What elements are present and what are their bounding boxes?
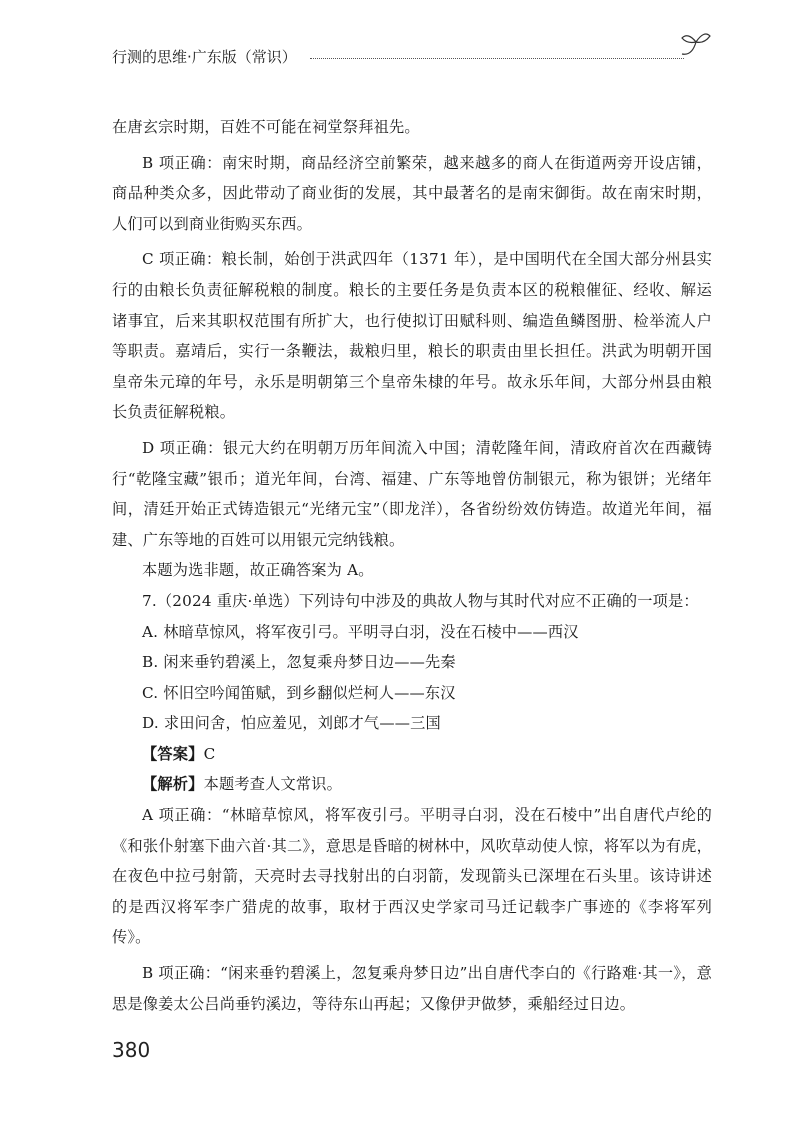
book-title: 行测的思维·广东版（常识） <box>112 48 297 66</box>
paragraph-option-d-explanation: D 项正确：银元大约在明朝万历年间流入中国；清乾隆年间，清政府首次在西藏铸行“乾隆宝藏”银币；道光年间，台湾、福建、广东等地曾仿制银元，称为银饼；光绪年间，清廷开始正式铸造银元“光绪元宝”（即龙洋），各省纷纷效仿铸造。故道光年间，福建、广东等地的百姓可以用银元完纳钱粮。 <box>112 438 712 549</box>
paragraph-option-b-explanation: B 项正确：南宋时期，商品经济空前繁荣，越来越多的商人在街道两旁开设店铺，商品种类众多，因此带动了商业街的发展，其中最著名的是南宋御街。故在南宋时期，人们可以到商业街购买东西。 <box>112 153 712 233</box>
page-body <box>112 112 712 1019</box>
page-number: 380 <box>112 1038 151 1062</box>
answer-label: 【答案】 <box>142 744 204 763</box>
question-option-b: B. 闲来垂钓碧溪上，忽复乘舟梦日边——先秦 <box>142 653 456 672</box>
analysis-line <box>112 769 712 800</box>
paragraph-option-c-explanation: C 项正确：粮长制，始创于洪武四年（1371 年），是中国明代在全国大部分州县实行的由粮长负责征解税粮的制度。粮长的主要任务是负责本区的税粮催征、经收、解运诸事宜，后来其职权范围有所扩大，也行使拟订田赋科则、编造鱼鳞图册、检举流人户等职责。嘉靖后，实行一条鞭法，裁粮归里，粮长的职责由里长担任。洪武为明朝开国皇帝朱元璋的年号，永乐是明朝第三个皇帝朱棣的年号。故永乐年间，大部分州县由粮长负责征解税粮。 <box>112 250 712 422</box>
question-option-c: C. 怀旧空吟闻笛赋，到乡翻似烂柯人——东汉 <box>142 683 456 702</box>
header-divider <box>310 58 684 59</box>
question-option-d: D. 求田问舍，怕应羞见，刘郎才气——三国 <box>142 714 441 733</box>
question-option-a: A. 林暗草惊风，将军夜引弓。平明寻白羽，没在石棱中——西汉 <box>142 622 579 641</box>
analysis-intro: 本题考查人文常识。 <box>203 775 343 794</box>
paragraph-conclusion: 本题为选非题，故正确答案为 A。 <box>142 561 374 580</box>
analysis-label: 【解析】 <box>142 775 204 794</box>
answer-value: C <box>203 744 216 763</box>
leaf-sprout-icon <box>678 28 712 60</box>
answer-line <box>112 739 712 770</box>
question-stem: 7.（2024 重庆·单选）下列诗句中涉及的典故人物与其时代对应不正确的一项是： <box>142 591 699 610</box>
analysis-option-b: B 项正确：“闲来垂钓碧溪上，忽复乘舟梦日边”出自唐代李白的《行路难·其一》，意思是像姜太公吕尚垂钓溪边，等待东山再起；又像伊尹做梦，乘船经过日边。 <box>112 964 712 1013</box>
paragraph-continuation: 在唐玄宗时期，百姓不可能在祠堂祭拜祖先。 <box>112 118 420 136</box>
running-header <box>112 28 712 68</box>
analysis-option-a: A 项正确：“林暗草惊风，将军夜引弓。平明寻白羽，没在石棱中”出自唐代卢纶的《和张仆射塞下曲六首·其二》，意思是昏暗的树林中，风吹草动使人惊，将军以为有虎，在夜色中拉弓射箭，天亮时去寻找射出的白羽箭，发现箭头已深埋在石头里。该诗讲述的是西汉将军李广猎虎的故事，取材于西汉史学家司马迁记载李广事迹的《李将军列传》。 <box>112 806 712 947</box>
